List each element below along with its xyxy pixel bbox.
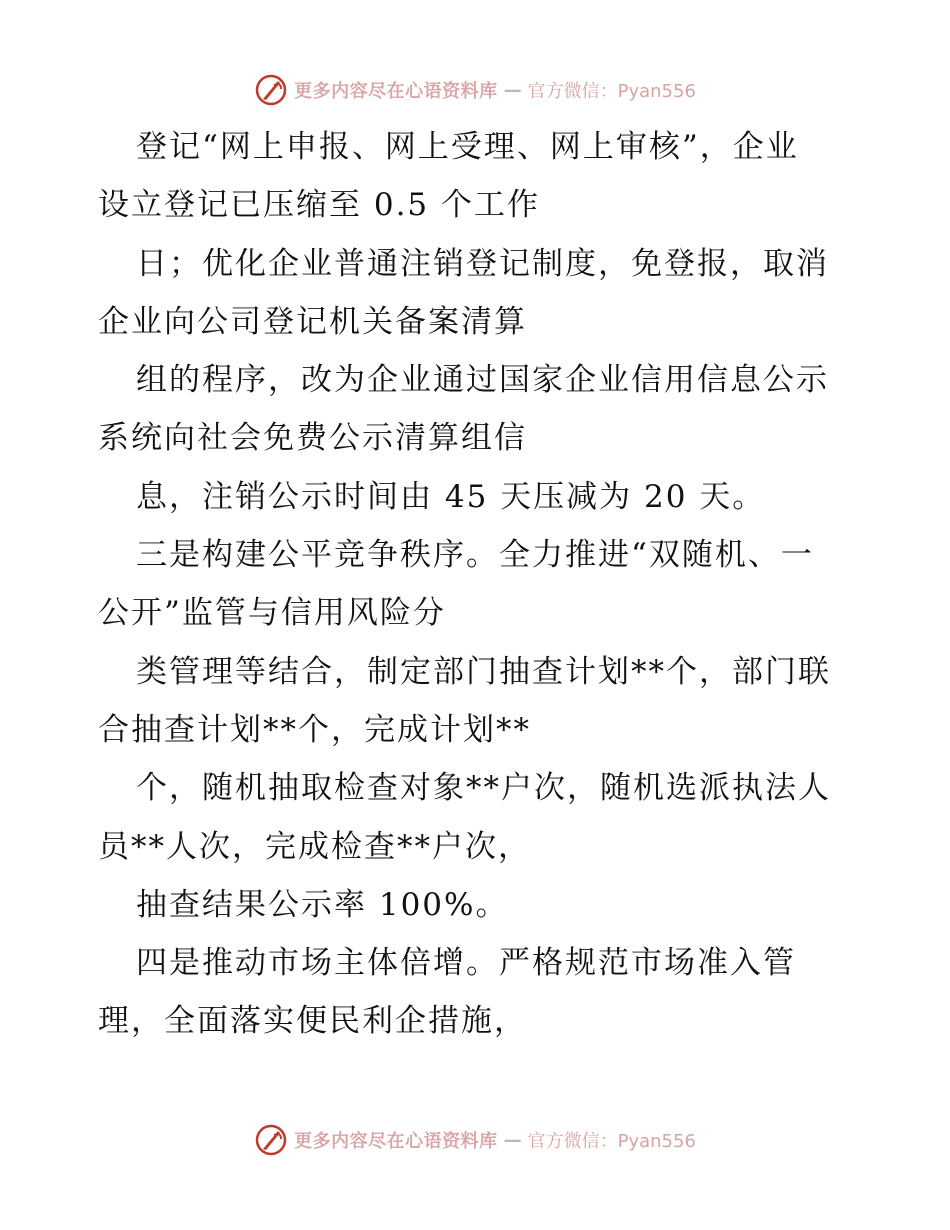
text-line: 合抽查计划**个，完成计划** (98, 711, 531, 748)
text-line: 抽查结果公示率 100%。 (136, 886, 509, 923)
text-line: 企业向公司登记机关备案清算 (98, 303, 527, 340)
text-line: 设立登记已压缩至 0.5 个工作 (98, 187, 541, 224)
text-line: 理，全面落实便民利企措施， (98, 1003, 527, 1040)
document-body (98, 118, 858, 1051)
banner-separator: — (503, 79, 522, 101)
banner-main-text: 更多内容尽在心语资料库 (294, 1131, 498, 1152)
footer-banner (0, 1122, 950, 1158)
text-line: 组的程序，改为企业通过国家企业信用信息公示 (136, 362, 829, 399)
text-line: 日；优化企业普通注销登记制度，免登报，取消 (136, 245, 829, 282)
text-line: 三是构建公平竞争秩序。全力推进“双随机、一 (136, 537, 814, 574)
text-line: 公开”监管与信用风险分 (98, 595, 446, 632)
quill-logo-icon (254, 1123, 288, 1157)
quill-logo-icon (254, 73, 288, 107)
header-banner (0, 72, 950, 108)
text-line: 个，随机抽取检查对象**户次，随机选派执法人 (136, 770, 831, 807)
text-line: 登记“网上申报、网上受理、网上审核”，企业 (136, 129, 799, 165)
banner-contact-text: 官方微信：Pyan556 (527, 1131, 696, 1152)
text-line: 员**人次，完成检查**户次， (98, 828, 531, 865)
banner-main-text: 更多内容尽在心语资料库 (294, 81, 498, 102)
banner-contact-text: 官方微信：Pyan556 (527, 81, 696, 102)
text-line: 四是推动市场主体倍增。严格规范市场准入管 (136, 945, 796, 982)
text-line: 系统向社会免费公示清算组信 (98, 420, 527, 457)
text-line: 类管理等结合，制定部门抽查计划**个，部门联 (136, 653, 831, 690)
banner-separator: — (503, 1129, 522, 1151)
text-line: 息，注销公示时间由 45 天压减为 20 天。 (136, 478, 766, 515)
